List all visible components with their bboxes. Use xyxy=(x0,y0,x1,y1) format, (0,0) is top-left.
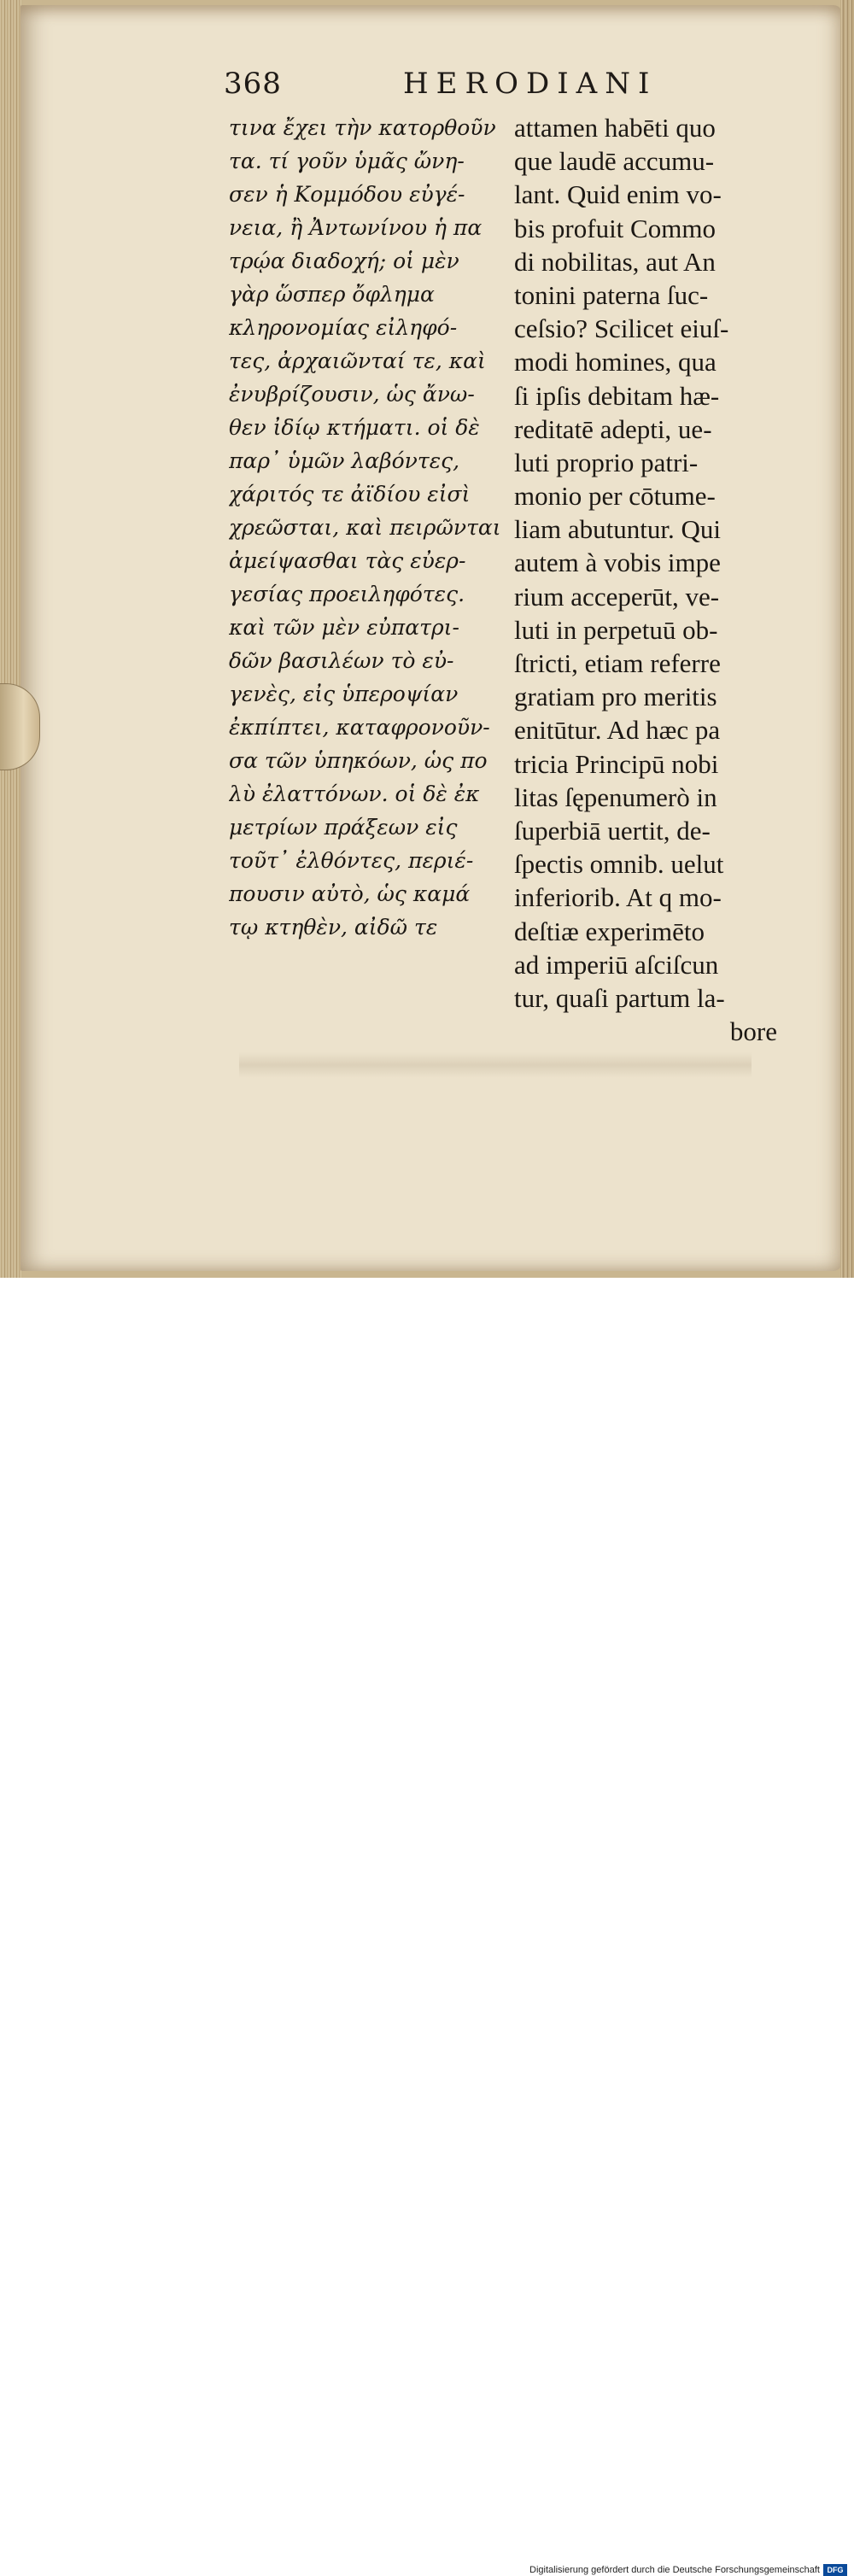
greek-line: κληρονομίας εἰληφό- xyxy=(229,315,458,340)
catchword: bore xyxy=(729,1016,777,1047)
greek-line: σεν ἡ Κομμόδου εὐγέ- xyxy=(229,182,465,207)
latin-line: modi homines, qua xyxy=(514,347,717,378)
latin-line: deſtiæ experimēto xyxy=(514,916,705,946)
greek-line: λὺ ἐλαττόνων. οἱ δὲ ἐκ xyxy=(229,782,480,806)
dfg-logo: DFG xyxy=(823,2564,847,2576)
latin-line: ſtricti, etiam referre xyxy=(514,648,721,678)
scanned-page-image xyxy=(0,0,854,1278)
greek-line: καὶ τῶν μὲν εὐπατρι- xyxy=(229,615,459,640)
greek-line: ἐνυβρίζουσιν, ὡς ἄνω- xyxy=(229,382,475,407)
latin-line: litas ſępenumerò in xyxy=(514,782,717,812)
page-edges-left xyxy=(0,0,22,1278)
running-title: HERODIANI xyxy=(403,67,658,101)
greek-line: τα. τί γοῦν ὑμᾶς ὤνη- xyxy=(229,149,465,173)
latin-line: liam abutuntur. Qui xyxy=(514,514,721,545)
latin-line: inferiorib. At q mo- xyxy=(514,882,722,913)
latin-line: tricia Principū nobi xyxy=(514,748,719,779)
latin-line: enitūtur. Ad hæc pa xyxy=(514,715,721,746)
latin-line: luti proprio patri- xyxy=(514,447,699,477)
latin-line: lant. Quid enim vo- xyxy=(514,179,722,210)
ink-bleed-through xyxy=(239,1052,752,1078)
latin-text-column xyxy=(514,111,787,1048)
latin-line: ceſsio? Scilicet eiuſ- xyxy=(514,313,729,344)
latin-line: gratiam pro meritis xyxy=(514,682,717,712)
latin-line: bis profuit Commo xyxy=(514,213,716,243)
greek-line: τρῴα διαδοχή; οἱ μὲν xyxy=(229,249,459,273)
funding-note: Digitalisierung gefördert durch die Deutsche Forschungsgemeinschaft xyxy=(529,2565,820,2575)
latin-line: luti in perpetuū ob- xyxy=(514,614,718,645)
greek-line: πουσιν αὐτὸ, ὡς καμά xyxy=(229,881,471,906)
latin-line: tur, quaſi partum la- xyxy=(514,982,725,1013)
greek-line: τες, ἀρχαιῶνταί τε, καὶ xyxy=(229,348,486,373)
page-edges-right xyxy=(840,0,854,1278)
latin-line: ad imperiū aſciſcun xyxy=(514,949,719,980)
greek-line: παρ᾽ ὑμῶν λαβόντες, xyxy=(229,448,460,473)
latin-line: autem à vobis impe xyxy=(514,547,721,578)
latin-line: tonini paterna ſuc- xyxy=(514,279,709,310)
greek-line: χρεῶσται, καὶ πειρῶνται xyxy=(229,515,501,540)
greek-line: γὰρ ὥσπερ ὄφλημα xyxy=(229,282,435,307)
page-number: 368 xyxy=(224,67,282,101)
greek-line: χάριτός τε ἀϊδίου εἰσὶ xyxy=(229,482,471,506)
greek-line: νεια, ἢ Ἀντωνίνου ἡ πα xyxy=(229,215,483,240)
greek-line: σα τῶν ὑπηκόων, ὡς πο xyxy=(229,748,488,773)
greek-line: ἐκπίπτει, καταφρονοῦν- xyxy=(229,715,490,740)
greek-text-column xyxy=(229,111,511,944)
greek-line: τῳ κτηθὲν, αἰδῶ τε xyxy=(229,915,438,940)
greek-line: θεν ἰδίῳ κτήματι. οἱ δὲ xyxy=(229,415,480,440)
greek-line: μετρίων πράξεων εἰς xyxy=(229,815,458,840)
latin-line: ſpectis omnib. uelut xyxy=(514,849,724,880)
latin-line: ſi ipſis debitam hæ- xyxy=(514,380,720,411)
footer-bar xyxy=(0,1278,854,2575)
greek-line: γενὲς, εἰς ὑπεροψίαν xyxy=(229,682,459,706)
latin-line: reditatē adepti, ue- xyxy=(514,413,712,444)
greek-line: τοῦτ᾽ ἐλθόντες, περιέ- xyxy=(229,848,474,873)
latin-line: di nobilitas, aut An xyxy=(514,246,716,277)
latin-line: que laudē accumu- xyxy=(514,146,715,177)
latin-line: rium acceperūt, ve- xyxy=(514,581,720,612)
greek-line: τινα ἔχει τὴν κατορθοῦν xyxy=(229,115,496,140)
latin-line: attamen habēti quo xyxy=(514,113,716,143)
latin-line: ſuperbiā uertit, de- xyxy=(514,815,711,846)
greek-line: ἀμείψασθαι τὰς εὐερ- xyxy=(229,548,466,573)
greek-line: γεσίας προειληφότες. xyxy=(229,582,465,606)
latin-line: monio per cōtume- xyxy=(514,481,716,512)
page-header xyxy=(224,67,804,109)
greek-line: δῶν βασιλέων τὸ εὐ- xyxy=(229,648,454,673)
